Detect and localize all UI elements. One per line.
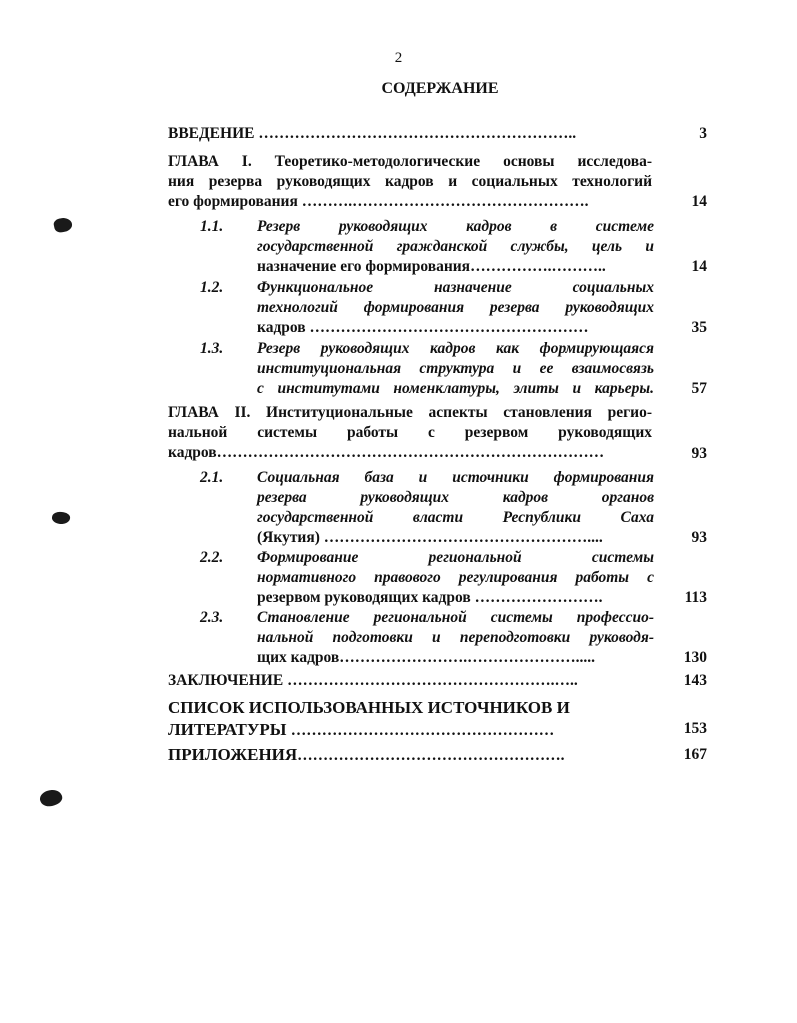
toc-leader-dots: …………………………………………… [290, 722, 555, 739]
toc-chapter-1-line: ния резерва руководящих кадров и социальных технологий [168, 173, 652, 190]
toc-section-line: Резерв руководящих кадров в системе [257, 218, 654, 235]
toc-page-number: 153 [683, 720, 707, 737]
toc-page-number: 130 [683, 649, 707, 666]
toc-entry-section-2-3 [257, 608, 654, 668]
toc-section-line: Формирование региональной системы [257, 549, 654, 566]
toc-chapter-1-line: его формирования [168, 193, 298, 210]
toc-leader-dots: ………………………………………………………………… [216, 444, 605, 461]
toc-leader-dots: ……………………………………………. [297, 747, 565, 764]
toc-section-line: резерва руководящих кадров органов [257, 489, 654, 506]
toc-intro-label: ВВЕДЕНИЕ [168, 125, 255, 142]
toc-section-number: 2.1. [200, 469, 224, 486]
toc-page-number: 57 [691, 380, 707, 397]
toc-section-line: Функциональное назначение социальных [257, 279, 654, 296]
toc-entry-section-1-2 [257, 278, 654, 338]
ink-blot [53, 216, 74, 233]
toc-page-number: 93 [691, 445, 707, 462]
toc-chapter-2-line: нальной системы работы с резервом руководящих [168, 424, 652, 441]
toc-section-line: резервом руководящих кадров [257, 589, 471, 606]
toc-section-line: государственной гражданской службы, цель и [257, 238, 654, 255]
toc-section-number: 1.2. [200, 279, 224, 296]
toc-section-number: 1.3. [200, 340, 224, 357]
toc-section-number: 2.2. [200, 549, 224, 566]
toc-entry-conclusion [168, 671, 652, 691]
toc-entry-chapter-2 [168, 403, 652, 463]
toc-leader-dots: ……………………………………………… [309, 319, 589, 336]
toc-section-number: 1.1. [200, 218, 224, 235]
page-number: 2 [394, 50, 403, 66]
toc-section-number: 2.3. [200, 609, 224, 626]
page-title: СОДЕРЖАНИЕ [381, 80, 499, 97]
toc-leader-dots: …………………………………………………….. [258, 125, 577, 142]
toc-chapter-2-line: кадров [168, 444, 217, 461]
toc-page-number: 143 [683, 672, 707, 689]
toc-section-line: с институтами номенклатуры, элиты и карьеры. [257, 380, 654, 397]
toc-appendix-label: ПРИЛОЖЕНИЯ [168, 745, 298, 764]
toc-leader-dots: …………………………………………….….. [287, 672, 578, 689]
toc-section-line: технологий формирования резерва руководящих [257, 299, 654, 316]
toc-entry-appendix [168, 744, 652, 767]
toc-conclusion-label: ЗАКЛЮЧЕНИЕ [168, 672, 284, 689]
toc-entry-chapter-1 [168, 152, 652, 212]
toc-leader-dots: ……………………. [474, 589, 603, 606]
toc-page-number: 14 [691, 258, 707, 275]
toc-page-number: 93 [691, 529, 707, 546]
toc-entry-intro [168, 124, 652, 144]
toc-section-line: Социальная база и источники формирования [257, 469, 654, 486]
toc-section-line: щих кадров [257, 649, 340, 666]
toc-section-line: (Якутия) [257, 529, 320, 546]
ink-blot [51, 511, 70, 525]
toc-chapter-1-line: ГЛАВА I. Теоретико-методологические основы исследова- [168, 153, 652, 170]
toc-section-line: Резерв руководящих кадров как формирующаяся [257, 340, 654, 357]
toc-sources-line: ЛИТЕРАТУРЫ [168, 720, 287, 739]
toc-page-number: 14 [691, 193, 707, 210]
toc-section-line: кадров [257, 319, 306, 336]
toc-leader-dots: ……….………………………………………. [301, 193, 589, 210]
toc-section-line: нормативного правового регулирования работы с [257, 569, 654, 586]
toc-section-line: Становление региональной системы профессио- [257, 609, 654, 626]
toc-leader-dots: …………………………………………….... [323, 529, 603, 546]
toc-leader-dots: …………….……….. [470, 258, 606, 275]
toc-section-line: нальной подготовки и переподготовки руководя- [257, 629, 654, 646]
ink-blot [38, 787, 64, 810]
toc-entry-section-1-1 [257, 217, 654, 277]
toc-entry-section-2-2 [257, 548, 654, 608]
toc-page-number: 167 [683, 746, 707, 763]
toc-entry-section-2-1 [257, 468, 654, 548]
toc-page-number: 35 [691, 319, 707, 336]
toc-chapter-2-line: ГЛАВА II. Институциональные аспекты становления регио- [168, 404, 652, 421]
toc-leader-dots: …………………….…………………..... [339, 649, 596, 666]
toc-sources-line: СПИСОК ИСПОЛЬЗОВАННЫХ ИСТОЧНИКОВ И [168, 698, 570, 717]
toc-entry-sources [168, 697, 652, 742]
toc-page-number: 3 [699, 125, 707, 142]
toc-entry-section-1-3 [257, 339, 654, 399]
toc-section-line: государственной власти Республики Саха [257, 509, 654, 526]
toc-page-number: 113 [684, 589, 707, 606]
toc-section-line: институциональная структура и ее взаимосвязь [257, 360, 654, 377]
toc-section-line: назначение его формирования [257, 258, 471, 275]
